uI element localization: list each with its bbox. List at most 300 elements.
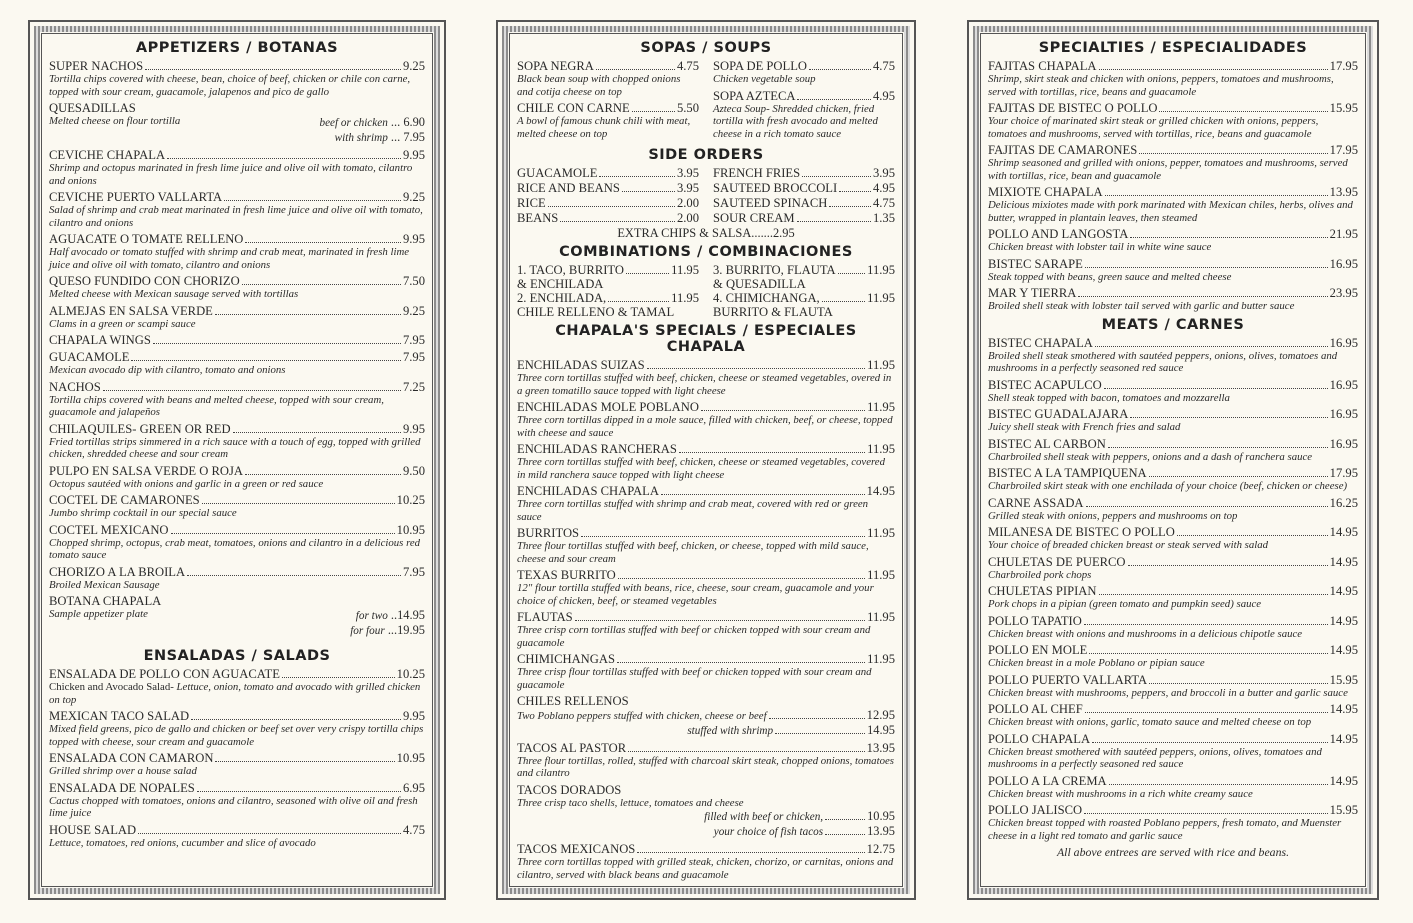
- item-name: ALMEJAS EN SALSA VERDE: [49, 303, 213, 318]
- item-name: BISTEC AL CARBON: [988, 436, 1106, 451]
- item-name: BISTEC GUADALAJARA: [988, 407, 1129, 421]
- item-price: 11.95: [867, 568, 895, 582]
- item-description: Black bean soup with chopped onions and cotija cheese on top: [517, 73, 681, 98]
- combo-name: 4. CHIMICHANGA,: [713, 291, 820, 305]
- item-name: MEXICAN TACO SALAD: [49, 709, 190, 723]
- menu-panel-appetizers-salads: [28, 20, 446, 900]
- item-name: TACOS DORADOS: [517, 782, 622, 797]
- combo-name-cont: & QUESADILLA: [713, 277, 806, 291]
- item-name: CHULETAS PIPIAN: [988, 584, 1097, 598]
- item-price: 9.95: [402, 709, 425, 723]
- menu-item: [49, 304, 425, 331]
- item-name: CARNE ASSADA: [988, 495, 1084, 510]
- menu-item: [517, 59, 699, 98]
- menu-item: [517, 652, 895, 691]
- menu-item: [713, 59, 895, 86]
- item-description: Fried tortillas strips simmered in a rich sauce with a touch of egg, topped with grilled chicken, shredded cheese and sour cream: [49, 435, 421, 460]
- price-option-label: your choice of fish tacos: [713, 826, 824, 838]
- item-price: 9.95: [402, 148, 425, 162]
- menu-item: [988, 614, 1358, 641]
- item-price: 6.95: [402, 780, 425, 795]
- item-price: 16.95: [1329, 377, 1358, 392]
- item-description: Your choice of breaded chicken breast or steak served with salad: [988, 539, 1269, 551]
- item-description: Sample appetizer plate: [49, 608, 148, 620]
- item-price: 9.25: [402, 190, 425, 204]
- item-description: Pork chops in a pipian (green tomato and pumpkin seed) sauce: [988, 598, 1262, 610]
- item-price: 4.75: [872, 196, 895, 210]
- item-name: TEXAS BURRITO: [517, 568, 616, 582]
- item-name: CHAPALA WINGS: [49, 333, 151, 347]
- item-description: Chicken breast in a mole Poblano or pipian sauce: [988, 657, 1205, 669]
- menu-item: [517, 484, 895, 523]
- item-description: Chicken breast with mushrooms in a rich white creamy sauce: [988, 787, 1253, 800]
- entrees-footnote: All above entrees are served with rice and beans.: [1056, 845, 1290, 859]
- menu-item: [988, 378, 1358, 405]
- item-price: 17.95: [1329, 466, 1358, 480]
- menu-item: [49, 523, 425, 562]
- menu-item: [988, 673, 1358, 700]
- menu-item: [49, 823, 425, 850]
- menu-item: [517, 166, 699, 180]
- menu-item: [49, 422, 425, 461]
- item-price: 14.95: [1329, 525, 1358, 539]
- item-price: 9.25: [402, 303, 425, 318]
- menu-item: [988, 555, 1358, 582]
- item-price: 4.75: [402, 822, 425, 837]
- item-description: Shrimp, skirt steak and chicken with onions, peppers, tomatoes and mushrooms, served with tortillas, rice, beans and guacamole: [988, 73, 1334, 98]
- menu-item: [49, 493, 425, 520]
- item-price: 9.50: [402, 463, 425, 478]
- price-option-label: for two: [355, 610, 388, 622]
- menu-item: BOTANA CHAPALA Sample appetizer plate for two ..14.95 for four ...19.95: [49, 594, 425, 637]
- menu-item: [49, 751, 425, 778]
- menu-item: [988, 437, 1358, 464]
- menu-item: [49, 59, 425, 98]
- item-description: Steak topped with beans, green sauce and melted cheese: [988, 270, 1232, 283]
- menu-item: [517, 741, 895, 780]
- menu-item: [49, 232, 425, 271]
- item-price: 3.95: [872, 166, 895, 180]
- item-name: MILANESA DE BISTEC O POLLO: [988, 525, 1175, 539]
- item-description: 12" flour tortilla stuffed with beans, rice, cheese, sour cream, guacamole and your choice of chicken, beef, or steamed vegetables: [517, 582, 874, 607]
- item-name: SOUR CREAM: [713, 211, 795, 225]
- item-description: Three corn tortillas stuffed with beef, chicken, cheese or steamed vegetables, covered in mild ranchera sauce topped with light cheese: [517, 456, 885, 481]
- item-description: Three corn tortillas stuffed with beef, chicken, cheese or steamed vegetables, overed in a green tomatillo sauce topped with light cheese: [517, 372, 892, 397]
- section-heading: APPETIZERS / BOTANAS: [135, 40, 339, 56]
- item-description: Chicken vegetable soup: [713, 73, 816, 85]
- item-price: 7.25: [402, 379, 425, 394]
- item-price: 2.00: [676, 196, 699, 210]
- price-option-label: with shrimp: [334, 132, 388, 144]
- menu-item: [988, 407, 1358, 434]
- item-name: POLLO AL CHEF: [988, 702, 1083, 716]
- item-name: POLLO JALISCO: [988, 803, 1083, 817]
- section-heading: SIDE ORDERS: [648, 147, 764, 163]
- item-price: 21.95: [1329, 227, 1358, 241]
- menu-item: [988, 584, 1358, 611]
- item-price: 12.95: [866, 708, 895, 722]
- combo-name-cont: & ENCHILADA: [517, 277, 604, 291]
- item-description: Juicy shell steak with French fries and salad: [988, 421, 1181, 433]
- item-name: RICE AND BEANS: [517, 181, 620, 195]
- menu-item: [988, 185, 1358, 224]
- menu-item: [49, 274, 425, 301]
- item-name: SAUTEED SPINACH: [713, 196, 828, 210]
- menu-item: [49, 380, 425, 419]
- menu-item: [517, 101, 699, 140]
- item-price: 14.95: [1329, 773, 1358, 788]
- item-name: POLLO EN MOLE: [988, 643, 1088, 657]
- item-description: Three crisp taco shells, lettuce, tomatoes and cheese: [517, 796, 744, 809]
- item-name: GUACAMOLE: [49, 350, 130, 364]
- menu-item: [49, 667, 425, 706]
- item-name: SOPA AZTECA: [713, 88, 796, 103]
- item-price: 11.95: [867, 358, 895, 372]
- item-name: ENCHILADAS MOLE POBLANO: [517, 400, 699, 414]
- item-name: BISTEC CHAPALA: [988, 335, 1093, 350]
- item-name: FAJITAS CHAPALA: [988, 59, 1097, 73]
- item-price: 14.95: [1329, 554, 1358, 569]
- price-option-label: stuffed with shrimp: [687, 724, 774, 737]
- item-price: 4.75: [676, 59, 699, 73]
- menu-item: [988, 336, 1358, 375]
- item-description: Two Poblano peppers stuffed with chicken, cheese or beef: [517, 710, 767, 722]
- item-description: Chicken breast with lobster tail in white wine sauce: [988, 241, 1212, 253]
- item-description: Chicken breast with mushrooms, peppers, and broccoli in a butter and garlic sauce: [988, 686, 1348, 699]
- item-price: 10.25: [396, 667, 425, 681]
- item-name: FLAUTAS: [517, 610, 573, 624]
- menu-item: [517, 196, 699, 210]
- item-description: Half avocado or tomato stuffed with shrimp and crab meat, marinated in fresh lime juice and olive oil with tomato, cilantro and onions: [49, 246, 410, 271]
- item-price: 9.25: [402, 59, 425, 73]
- item-description: A bowl of famous chunk chili with meat, melted cheese on top: [517, 115, 691, 140]
- menu-item: [988, 143, 1358, 182]
- item-price: 10.25: [396, 493, 425, 507]
- menu-panel-specialties-meats: [967, 20, 1379, 900]
- item-price: 23.95: [1329, 286, 1358, 300]
- item-price: 16.95: [1329, 335, 1358, 350]
- item-name: ENCHILADAS CHAPALA: [517, 484, 659, 498]
- price-option-label: for four: [350, 625, 385, 637]
- item-name: HOUSE SALAD: [49, 822, 137, 837]
- item-price: 4.75: [872, 59, 895, 73]
- item-price: 16.95: [1329, 436, 1358, 451]
- item-name: ENCHILADAS RANCHERAS: [517, 442, 677, 456]
- price-option-label: filled with beef or chicken,: [704, 811, 824, 823]
- item-description: Broiled shell steak with lobster tail served with garlic and butter sauce: [988, 300, 1295, 312]
- item-description: Octopus sautéed with onions and garlic in a green or red sauce: [49, 477, 324, 490]
- item-name: CHULETAS DE PUERCO: [988, 554, 1126, 569]
- item-price: 19.95: [397, 623, 425, 637]
- item-price: 7.95: [402, 333, 425, 347]
- combo-name-cont: CHILE RELLENO & TAMAL: [517, 305, 675, 319]
- item-name: CHORIZO A LA BROILA: [49, 564, 186, 579]
- menu-item: [517, 211, 699, 225]
- item-name: SUPER NACHOS: [49, 59, 144, 73]
- item-name: RICE: [517, 196, 546, 210]
- item-name: BURRITOS: [517, 526, 580, 540]
- item-description: Charbroiled skirt steak with one enchilada of your choice (beef, chicken or cheese): [988, 480, 1348, 492]
- menu-item: [713, 181, 895, 195]
- menu-panel-soups-specials: [496, 20, 916, 900]
- menu-item: [49, 333, 425, 347]
- item-price: 11.95: [867, 610, 895, 624]
- item-description-lead: Chicken and Avocado Salad-: [49, 681, 177, 693]
- menu-item: [517, 568, 895, 607]
- item-price: 16.95: [1329, 407, 1358, 421]
- item-description: Shrimp and octopus marinated in fresh lime juice and olive oil with tomato, cilantro and onions: [49, 162, 413, 187]
- menu-item: [988, 257, 1358, 284]
- item-price: 7.95: [403, 130, 425, 144]
- item-name: COCTEL MEXICANO: [49, 522, 169, 537]
- menu-item: [517, 783, 895, 840]
- combo-name: 1. TACO, BURRITO: [517, 263, 624, 277]
- item-name: GUACAMOLE: [517, 166, 598, 180]
- item-description: Shell steak topped with bacon, tomatoes and mozzarella: [988, 391, 1230, 404]
- item-description: Three corn tortillas topped with grilled steak, chicken, chorizo, or carnitas, onions and cilantro, served with black beans and guacamole: [517, 856, 894, 881]
- item-name: CHIMICHANGAS: [517, 652, 615, 666]
- item-name: MAR Y TIERRA: [988, 286, 1077, 300]
- menu-item: [988, 702, 1358, 729]
- item-description: Azteca Soup- Shredded chicken, fried tortilla with fresh avocado and melted cheese in a rich tomato sauce: [713, 102, 878, 140]
- item-price: 14.95: [867, 722, 895, 737]
- item-description: Chicken breast smothered with sautéed peppers, onions, olives, tomatoes and mushrooms in a perfectly seasoned red sauce: [988, 745, 1322, 770]
- menu-item: [988, 496, 1358, 523]
- combinations-list: [517, 263, 895, 319]
- item-price: 15.95: [1329, 672, 1358, 687]
- section-heading: COMBINATIONS / COMBINACIONES: [559, 244, 853, 260]
- item-name: SOPA NEGRA: [517, 59, 594, 73]
- item-price: 17.95: [1329, 143, 1358, 157]
- item-price: 16.95: [1329, 256, 1358, 271]
- menu-item: [517, 526, 895, 565]
- item-name: SAUTEED BROCCOLI: [713, 181, 838, 195]
- item-name: POLLO TAPATIO: [988, 613, 1082, 628]
- menu-item: [988, 286, 1358, 313]
- item-name: COCTEL DE CAMARONES: [49, 493, 200, 507]
- combo-price: 11.95: [671, 263, 699, 277]
- item-name: ENSALADA CON CAMARON: [49, 751, 214, 765]
- item-name: ENSALADA DE NOPALES: [49, 780, 195, 795]
- menu-item: [713, 89, 895, 141]
- item-description: Tortilla chips covered with cheese, bean, choice of beef, chicken or chile con carne, topped with sour cream, guacamole, jalapenos and pico de gallo: [49, 73, 411, 98]
- menu-item: [49, 709, 425, 748]
- combo-price: 11.95: [671, 291, 699, 305]
- item-price: 11.95: [867, 652, 895, 666]
- menu-item: [988, 774, 1358, 801]
- combo-name: 3. BURRITO, FLAUTA: [713, 263, 836, 277]
- item-price: 14.95: [866, 484, 895, 498]
- item-name: AGUACATE O TOMATE RELLENO: [49, 232, 244, 246]
- item-price: 10.95: [396, 751, 425, 765]
- menu-item: [517, 842, 895, 881]
- menu-item: [49, 190, 425, 229]
- item-description: Charbroiled shell steak with peppers, onions and a dash of ranchera sauce: [988, 450, 1313, 463]
- item-description: Tortilla chips covered with beans and melted cheese, topped with sour cream, guacamole and jalapeños: [49, 393, 384, 418]
- item-description: Three crisp corn tortillas stuffed with beef or chicken topped with sour cream and guacamole: [517, 624, 871, 649]
- item-price: 1.35: [872, 211, 895, 225]
- section-heading: ENSALADAS / SALADS: [143, 648, 331, 664]
- item-name: ENSALADA DE POLLO CON AGUACATE: [49, 667, 280, 681]
- menu-item: [517, 358, 895, 397]
- item-description: Three crisp flour tortillas stuffed with beef or chicken topped with sour cream and guacamole: [517, 666, 872, 691]
- item-name: POLLO AND LANGOSTA: [988, 227, 1129, 241]
- item-price: 7.50: [402, 274, 425, 288]
- item-description: Three flour tortillas stuffed with beef, chicken, or cheese, topped with mild sauce, cheese and sour cream: [517, 540, 869, 565]
- item-price: 11.95: [867, 526, 895, 540]
- menu-item: [988, 525, 1358, 552]
- item-price: 16.25: [1329, 495, 1358, 510]
- item-description: Your choice of marinated skirt steak or grilled chicken with onions, peppers, tomatoes and mushrooms, served with tortillas, rice, beans and guacamole: [988, 115, 1319, 140]
- menu-item: [988, 101, 1358, 140]
- item-price: 14.95: [1329, 643, 1358, 657]
- item-name: POLLO PUERTO VALLARTA: [988, 672, 1148, 687]
- item-name: POLLO CHAPALA: [988, 731, 1091, 746]
- item-name: QUESADILLAS: [49, 101, 136, 115]
- section-heading: SPECIALTIES / ESPECIALIDADES: [1038, 40, 1308, 56]
- menu-item: [988, 803, 1358, 842]
- item-name: FAJITAS DE BISTEC O POLLO: [988, 101, 1158, 115]
- menu-item: [988, 643, 1358, 670]
- item-description: Melted cheese on flour tortilla: [49, 115, 181, 127]
- item-description: Mexican avocado dip with cilantro, tomato and onions: [49, 364, 286, 376]
- item-description: Clams in a green or scampi sauce: [49, 317, 196, 330]
- item-name: NACHOS: [49, 379, 101, 394]
- item-name: CHILES RELLENOS: [517, 694, 629, 708]
- item-price: 3.95: [676, 181, 699, 195]
- price-option-label: beef or chicken: [319, 117, 388, 129]
- item-price: 5.50: [676, 101, 699, 115]
- menu-item: [49, 148, 425, 187]
- item-name: BOTANA CHAPALA: [49, 594, 162, 608]
- extra-chips-salsa: EXTRA CHIPS & SALSA.......2.95: [617, 226, 795, 240]
- item-price: 14.95: [1329, 731, 1358, 746]
- item-name: BISTEC A LA TAMPIQUENA: [988, 466, 1147, 480]
- item-name: SOPA DE POLLO: [713, 59, 808, 73]
- item-price: 17.95: [1329, 59, 1358, 73]
- item-description: Salad of shrimp and crab meat marinated in fresh lime juice and olive oil with tomato, cilantro and onions: [49, 204, 423, 229]
- item-price: 14.95: [1329, 613, 1358, 628]
- item-name: CHILE CON CARNE: [517, 101, 630, 115]
- item-description: Delicious mixiotes made with pork marinated with Mexican chiles, herbs, olives and butter, wrapped in plantain leaves, then steamed: [988, 199, 1353, 224]
- item-price: 2.00: [676, 211, 699, 225]
- item-price: 10.95: [396, 522, 425, 537]
- item-description: Jumbo shrimp cocktail in our special sauce: [49, 507, 237, 519]
- menu-item: [49, 781, 425, 820]
- item-description: Chicken breast with onions and mushrooms in a delicious chipotle sauce: [988, 627, 1303, 640]
- item-price: 9.95: [402, 232, 425, 246]
- item-description: Shrimp seasoned and grilled with onions, pepper, tomatoes and mushrooms, served with tortillas, rice, bean and guacamole: [988, 157, 1348, 182]
- item-price: 14.95: [397, 608, 425, 622]
- item-description: Three corn tortillas stuffed with shrimp and crab meat, covered with red or green sauce: [517, 498, 869, 523]
- item-name: PULPO EN SALSA VERDE O ROJA: [49, 463, 243, 478]
- item-description: Three corn tortillas dipped in a mole sauce, filled with chicken, beef, or cheese, topped with cheese and sauce: [517, 414, 893, 439]
- item-price: 14.95: [1329, 702, 1358, 716]
- item-price: 7.95: [402, 350, 425, 364]
- combo-name: 2. ENCHILADA,: [517, 291, 607, 305]
- menu-item: [517, 442, 895, 481]
- item-price: 15.95: [1329, 803, 1358, 817]
- item-description: Cactus chopped with tomatoes, onions and cilantro, seasoned with olive oil and fresh lime juice: [49, 794, 418, 819]
- item-description: Lettuce, tomatoes, red onions, cucumber and slice of avocado: [49, 836, 316, 849]
- combo-price: 11.95: [867, 263, 895, 277]
- item-name: FRENCH FRIES: [713, 166, 801, 180]
- section-heading: CHAPALA'S SPECIALS / ESPECIALES CHAPALA: [555, 323, 857, 355]
- item-price: 3.95: [676, 166, 699, 180]
- item-name: TACOS MEXICANOS: [517, 842, 636, 856]
- item-price: 13.95: [866, 740, 895, 755]
- item-price: 7.95: [402, 564, 425, 579]
- item-name: ENCHILADAS SUIZAS: [517, 358, 645, 372]
- menu-item: [713, 196, 895, 210]
- item-description: Chopped shrimp, octopus, crab meat, tomatoes, onions and cilantro in a delicious red tomato sauce: [49, 536, 421, 561]
- menu-item: [517, 400, 895, 439]
- item-price: 11.95: [867, 400, 895, 414]
- item-price: 12.75: [866, 842, 895, 856]
- section-heading: SOPAS / SOUPS: [640, 40, 772, 56]
- item-name: CHILAQUILES- GREEN OR RED: [49, 421, 231, 436]
- item-name: BISTEC ACAPULCO: [988, 377, 1102, 392]
- menu-item: [49, 565, 425, 592]
- item-name: QUESO FUNDIDO CON CHORIZO: [49, 274, 240, 288]
- item-description: Broiled shell steak smothered with sautéed peppers, onions, olives, tomatoes and mushrooms in a perfectly seasoned red sauce: [988, 349, 1338, 374]
- item-price: 6.90: [403, 115, 425, 129]
- item-price: 11.95: [867, 442, 895, 456]
- item-price: 15.95: [1329, 101, 1358, 115]
- item-description: Melted cheese with Mexican sausage served with tortillas: [49, 288, 299, 300]
- item-description: Charbroiled pork chops: [988, 568, 1092, 581]
- item-price: 9.95: [402, 421, 425, 436]
- item-description: Three flour tortillas, rolled, stuffed with charcoal skirt steak, chopped onions, tomatoes and cilantro: [517, 754, 894, 779]
- item-name: TACOS AL PASTOR: [517, 740, 627, 755]
- item-description: Broiled Mexican Sausage: [49, 578, 160, 591]
- item-price: 13.95: [867, 824, 895, 838]
- item-name: BEANS: [517, 211, 559, 225]
- menu-item: [988, 466, 1358, 493]
- item-price: 13.95: [1329, 185, 1358, 199]
- item-name: CEVICHE CHAPALA: [49, 148, 166, 162]
- item-description: Grilled steak with onions, peppers and mushrooms on top: [988, 509, 1238, 522]
- menu-item: [517, 694, 895, 738]
- item-description: Chicken breast with onions, garlic, tomato sauce and melted cheese on top: [988, 716, 1312, 728]
- menu-item: [988, 59, 1358, 98]
- menu-item: [713, 166, 895, 180]
- menu-item: QUESADILLAS Melted cheese on flour tortilla beef or chicken ... 6.90 with shrimp ... 7.95: [49, 101, 425, 144]
- menu-item: [713, 211, 895, 225]
- item-name: POLLO A LA CREMA: [988, 773, 1107, 788]
- item-description: Mixed field greens, pico de gallo and chicken or beef set over very crispy tortilla chips topped with cheese, sour cream and guacamole: [49, 723, 424, 748]
- menu-item: [517, 181, 699, 195]
- combo-price: 11.95: [867, 291, 895, 305]
- menu-item: [988, 227, 1358, 254]
- item-price: 4.95: [872, 88, 895, 103]
- item-name: BISTEC SARAPE: [988, 256, 1083, 271]
- menu-item: [517, 610, 895, 649]
- item-name: FAJITAS DE CAMARONES: [988, 143, 1138, 157]
- item-description-text: Lettuce, onion, tomato and avocado with grilled chicken on top: [49, 681, 421, 706]
- item-description: Chicken breast topped with roasted Poblano peppers, fresh tomato, and Muenster cheese in a light red tomato and garlic sauce: [988, 817, 1342, 842]
- item-name: MIXIOTE CHAPALA: [988, 185, 1103, 199]
- item-description: [49, 681, 425, 706]
- menu-item: [49, 350, 425, 377]
- item-name: CEVICHE PUERTO VALLARTA: [49, 190, 223, 204]
- combo-name-cont: BURRITO & FLAUTA: [713, 305, 833, 319]
- item-price: 4.95: [872, 181, 895, 195]
- menu-item: [988, 732, 1358, 771]
- item-price: 14.95: [1329, 584, 1358, 598]
- menu-item: [49, 464, 425, 491]
- item-price: 10.95: [867, 809, 895, 823]
